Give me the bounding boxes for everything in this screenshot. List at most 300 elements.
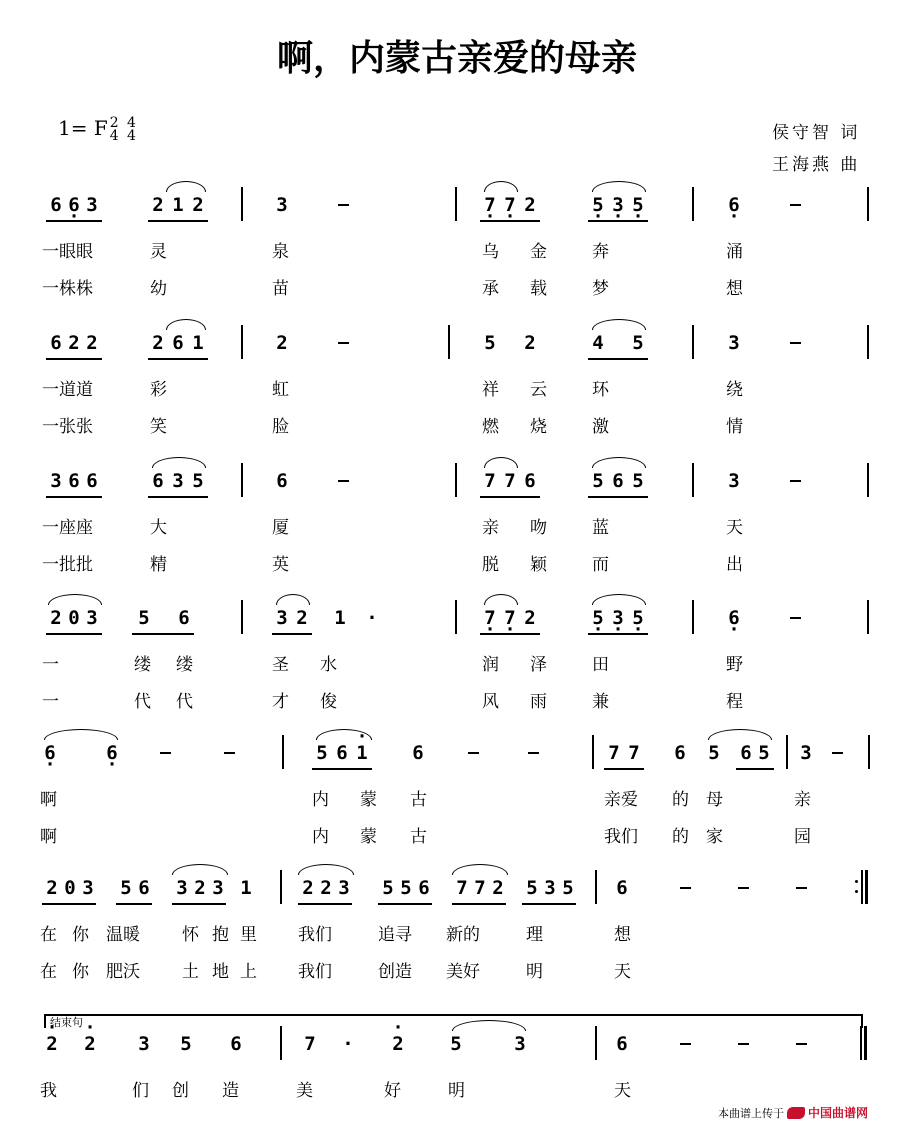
slur-arc: [452, 1020, 526, 1031]
note: 2: [192, 194, 204, 216]
beam-underline: [46, 220, 102, 222]
note: 4: [592, 332, 604, 354]
lyric: 精: [150, 555, 167, 575]
note: 3: [212, 877, 224, 899]
lyric: 彩: [150, 380, 167, 400]
slur-arc: [172, 864, 228, 875]
bar-line: [692, 600, 694, 634]
slur-arc: [166, 181, 206, 192]
note: 5 ·: [630, 606, 646, 630]
lyric: 绕: [726, 380, 743, 400]
note: 2: [320, 877, 332, 899]
lyric: 水: [320, 655, 337, 675]
lyric: 代: [176, 692, 193, 712]
beam-underline: [46, 358, 102, 360]
lyric: 一道道: [42, 380, 93, 400]
lyric: 幼: [150, 279, 167, 299]
lyric-line: [0, 920, 914, 946]
note: 3: [728, 470, 740, 492]
note: 6: [674, 742, 686, 764]
repeat-dot: [855, 880, 858, 883]
lyric: 环: [592, 380, 609, 400]
lyric: 厦: [272, 518, 289, 538]
lyric: 一: [42, 655, 59, 675]
beam-underline: [148, 496, 208, 498]
slur-arc: [484, 594, 518, 605]
note: · 2: [44, 1032, 60, 1056]
bar-line: [786, 735, 788, 769]
note: 7 ·: [482, 193, 498, 217]
bar-line: [595, 870, 597, 904]
lyric: 笑: [150, 417, 167, 437]
note: 6: [50, 332, 62, 354]
lyric: 的: [672, 827, 689, 847]
bar-line-thick: [865, 870, 868, 904]
lyric: 程: [726, 692, 743, 712]
bar-line: [868, 735, 870, 769]
lyric: 情: [726, 417, 743, 437]
song-title: 啊，内蒙古亲爱的母亲: [276, 37, 637, 79]
notation-row: [0, 331, 914, 367]
lyric: 泉: [272, 242, 289, 262]
note: 5: [592, 470, 604, 492]
note: 5: [120, 877, 132, 899]
note: 7: [474, 877, 486, 899]
slur-arc: [48, 594, 102, 605]
bar-line-thick: [864, 1026, 867, 1060]
slur-arc: [708, 729, 772, 740]
bar-line: [592, 735, 594, 769]
meter-b-bottom: 4: [127, 127, 136, 144]
lyric: 我们: [298, 962, 332, 982]
note: 7 ·: [502, 606, 518, 630]
note: 6: [412, 742, 424, 764]
lyric: 吻: [530, 518, 547, 538]
bar-line: [867, 187, 869, 221]
note: 3: [86, 194, 98, 216]
beam-underline: [172, 903, 226, 905]
note: 3: [138, 1033, 150, 1055]
lyric: 泽: [530, 655, 547, 675]
lyric: 脸: [272, 417, 289, 437]
note: · 1: [354, 741, 370, 765]
notation-row: [0, 193, 914, 229]
note: 6 ·: [42, 741, 58, 765]
lyric: 一座座: [42, 518, 93, 538]
note: 7: [484, 470, 496, 492]
lyric: 出: [726, 555, 743, 575]
meter-a: [109, 114, 119, 144]
key-signature: [58, 116, 136, 143]
note: 6: [152, 470, 164, 492]
duration-dash: [796, 1043, 807, 1045]
key-label: 1= F: [58, 116, 108, 140]
lyric: 古: [410, 790, 427, 810]
meter-b: [127, 114, 136, 144]
lyric: 内: [312, 827, 329, 847]
beam-underline: [480, 496, 540, 498]
beam-underline: [378, 903, 432, 905]
notation-row: [0, 741, 914, 777]
note: 6: [86, 470, 98, 492]
note: 5 ·: [590, 606, 606, 630]
note: 2: [46, 877, 58, 899]
lyric: 蒙: [360, 827, 377, 847]
footer-prefix: 本曲谱上传于: [718, 1106, 784, 1120]
lyric: 田: [592, 655, 609, 675]
note: 5: [758, 742, 770, 764]
lyric: 烧: [530, 417, 547, 437]
note: 2: [524, 607, 536, 629]
lyric-line: [0, 412, 914, 438]
note: 3: [172, 470, 184, 492]
lyric: 明: [526, 962, 543, 982]
note: 5: [632, 470, 644, 492]
slur-arc: [276, 594, 310, 605]
lyric: 缕: [176, 655, 193, 675]
note: 6: [524, 470, 536, 492]
slur-arc: [166, 319, 206, 330]
beam-underline: [588, 358, 648, 360]
lyric: 承: [482, 279, 499, 299]
note: 5: [484, 332, 496, 354]
slur-arc: [484, 457, 518, 468]
lyric: 好: [384, 1081, 401, 1101]
bar-line: [282, 735, 284, 769]
bar-line: [867, 600, 869, 634]
composer-credit: 王海燕 曲: [772, 155, 861, 175]
note: 2: [524, 194, 536, 216]
beam-underline: [42, 903, 96, 905]
note: 7: [456, 877, 468, 899]
lyric: 激: [592, 417, 609, 437]
bar-line: [241, 325, 243, 359]
lyric: 天: [614, 962, 631, 982]
duration-dash: [790, 480, 801, 482]
note: 6: [616, 1033, 628, 1055]
bar-line: [692, 187, 694, 221]
note: 6: [230, 1033, 242, 1055]
footer-credit: [718, 1104, 868, 1121]
note: 7: [608, 742, 620, 764]
lyric: 才: [272, 692, 289, 712]
lyric: 脱: [482, 555, 499, 575]
note: 5: [708, 742, 720, 764]
note: 2: [492, 877, 504, 899]
lyric-line: [0, 822, 914, 848]
lyric: 野: [726, 655, 743, 675]
lyric: 你: [72, 925, 89, 945]
note: 2: [68, 332, 80, 354]
beam-underline: [148, 220, 208, 222]
lyric: 想: [614, 925, 631, 945]
ending-bracket-right: [861, 1014, 863, 1028]
note: 6: [276, 470, 288, 492]
lyric: 土: [182, 962, 199, 982]
note: 3: [544, 877, 556, 899]
note: 5: [562, 877, 574, 899]
note: 5: [450, 1033, 462, 1055]
slur-arc: [44, 729, 118, 740]
duration-dash: [338, 204, 349, 206]
note: 5: [632, 332, 644, 354]
duration-dash: [528, 752, 539, 754]
note: 3: [800, 742, 812, 764]
bar-line: [692, 325, 694, 359]
beam-underline: [588, 496, 648, 498]
note: 6 ·: [104, 741, 120, 765]
lyric: 兼: [592, 692, 609, 712]
lyric-line: [0, 687, 914, 713]
meter-b-top: 4: [127, 114, 136, 131]
lyric-line: [0, 1076, 914, 1102]
note: 7: [304, 1033, 316, 1055]
lyric: 啊: [40, 790, 57, 810]
note: 6: [336, 742, 348, 764]
lyric: 母: [706, 790, 723, 810]
lyric: 祥: [482, 380, 499, 400]
lyric-line: [0, 550, 914, 576]
note: 6 ·: [66, 193, 82, 217]
note: 3: [176, 877, 188, 899]
note: 2: [302, 877, 314, 899]
note: 2: [86, 332, 98, 354]
lyric: 美: [296, 1081, 313, 1101]
lyric: 梦: [592, 279, 609, 299]
notation-row: [0, 1032, 914, 1068]
note: 5: [526, 877, 538, 899]
note: 6: [138, 877, 150, 899]
lyric: 风: [482, 692, 499, 712]
beam-underline: [148, 358, 208, 360]
beam-underline: [46, 633, 102, 635]
lyric: 在: [40, 962, 57, 982]
note: 1: [240, 877, 252, 899]
duration-dash: [790, 617, 801, 619]
lyric: 创: [172, 1081, 189, 1101]
note: 3: [82, 877, 94, 899]
note: 3: [86, 607, 98, 629]
lyric-line: [0, 785, 914, 811]
bar-line: [448, 325, 450, 359]
note: · 2: [82, 1032, 98, 1056]
bar-line: [241, 187, 243, 221]
lyric: 亲: [482, 518, 499, 538]
beam-underline: [116, 903, 152, 905]
lyric: 怀: [182, 925, 199, 945]
note: 6: [178, 607, 190, 629]
bar-line: [692, 463, 694, 497]
beam-underline: [480, 220, 540, 222]
note: 6: [68, 470, 80, 492]
duration-dash: [680, 1043, 691, 1045]
note: 5: [382, 877, 394, 899]
lyric: 古: [410, 827, 427, 847]
note: 1: [172, 194, 184, 216]
lyric: 我: [40, 1081, 57, 1101]
note: 3: [276, 194, 288, 216]
slur-arc: [484, 181, 518, 192]
note: 6 ·: [726, 606, 742, 630]
note: 3: [276, 607, 288, 629]
lyric: 我们: [298, 925, 332, 945]
lyric: 一株株: [42, 279, 93, 299]
ending-bracket-left: [44, 1014, 46, 1028]
lyric-line: [0, 650, 914, 676]
lyric: 缕: [134, 655, 151, 675]
site-logo-icon: [787, 1107, 805, 1119]
bar-line: [280, 870, 282, 904]
lyric: 一张张: [42, 417, 93, 437]
lyric: 园: [794, 827, 811, 847]
lyric: 明: [448, 1081, 465, 1101]
lyric: 创造: [378, 962, 412, 982]
lyric: 上: [240, 962, 257, 982]
bar-line: [595, 1026, 597, 1060]
duration-dash: [832, 752, 843, 754]
note: 6: [50, 194, 62, 216]
ending-bracket: [44, 1014, 862, 1016]
note: ·: [366, 607, 378, 629]
ending-label: 结束句: [50, 1016, 83, 1029]
lyric-line: [0, 375, 914, 401]
lyric: 蓝: [592, 518, 609, 538]
duration-dash: [468, 752, 479, 754]
lyric: 颖: [530, 555, 547, 575]
slur-arc: [592, 181, 646, 192]
lyric: 理: [526, 925, 543, 945]
beam-underline: [46, 496, 102, 498]
lyric: 涌: [726, 242, 743, 262]
duration-dash: [738, 1043, 749, 1045]
notation-row: [0, 876, 914, 912]
lyric: 的: [672, 790, 689, 810]
lyric: 啊: [40, 827, 57, 847]
footer-site[interactable]: 中国曲谱网: [808, 1106, 869, 1120]
lyric: 美好: [446, 962, 480, 982]
lyric: 家: [706, 827, 723, 847]
note: 3: [728, 332, 740, 354]
note: 6: [172, 332, 184, 354]
meter-a-top: 2: [109, 114, 119, 131]
beam-underline: [604, 768, 644, 770]
lyric: 金: [530, 242, 547, 262]
lyric: 大: [150, 518, 167, 538]
slur-arc: [592, 594, 646, 605]
lyric: 天: [726, 518, 743, 538]
lyric: 俊: [320, 692, 337, 712]
lyric: 一: [42, 692, 59, 712]
lyric: 载: [530, 279, 547, 299]
lyric: 奔: [592, 242, 609, 262]
note: 3 ·: [610, 606, 626, 630]
lyric: 代: [134, 692, 151, 712]
note: 6: [418, 877, 430, 899]
notation-row: [0, 606, 914, 642]
duration-dash: [796, 887, 807, 889]
beam-underline: [736, 768, 774, 770]
duration-dash: [680, 887, 691, 889]
lyric: 温暖: [106, 925, 140, 945]
lyric: 灵: [150, 242, 167, 262]
duration-dash: [790, 204, 801, 206]
lyric: 圣: [272, 655, 289, 675]
slur-arc: [592, 319, 646, 330]
note: 1: [192, 332, 204, 354]
note: 1: [334, 607, 346, 629]
note: 3: [514, 1033, 526, 1055]
lyric: 想: [726, 279, 743, 299]
note: 7: [504, 470, 516, 492]
slur-arc: [152, 457, 206, 468]
lyric: 内: [312, 790, 329, 810]
beam-underline: [132, 633, 194, 635]
lyric: 追寻: [378, 925, 412, 945]
bar-line: [241, 600, 243, 634]
beam-underline: [298, 903, 352, 905]
note: 2: [50, 607, 62, 629]
beam-underline: [452, 903, 506, 905]
lyric: 抱: [212, 925, 229, 945]
lyric: 英: [272, 555, 289, 575]
bar-line: [861, 870, 863, 904]
lyricist-credit: 侯守智 词: [772, 123, 861, 143]
lyric: 你: [72, 962, 89, 982]
lyric: 雨: [530, 692, 547, 712]
lyric: 云: [530, 380, 547, 400]
note: 6: [740, 742, 752, 764]
lyric: 一批批: [42, 555, 93, 575]
bar-line: [455, 600, 457, 634]
lyric: 乌: [482, 242, 499, 262]
note: 3: [50, 470, 62, 492]
note: 2: [194, 877, 206, 899]
beam-underline: [588, 220, 648, 222]
lyric: 苗: [272, 279, 289, 299]
note: 5: [192, 470, 204, 492]
lyric: 造: [222, 1081, 239, 1101]
meter-a-bottom: 4: [109, 127, 119, 144]
lyric: 燃: [482, 417, 499, 437]
beam-underline: [272, 633, 312, 635]
lyric: 润: [482, 655, 499, 675]
note: 2: [524, 332, 536, 354]
lyric: 虹: [272, 380, 289, 400]
note: 2: [152, 332, 164, 354]
lyric: 在: [40, 925, 57, 945]
duration-dash: [160, 752, 171, 754]
note: 0: [64, 877, 76, 899]
bar-line: [455, 463, 457, 497]
beam-underline: [312, 768, 372, 770]
note: 2: [296, 607, 308, 629]
note: 2: [152, 194, 164, 216]
bar-line: [280, 1026, 282, 1060]
lyric-line: [0, 274, 914, 300]
note: 6 ·: [726, 193, 742, 217]
lyric-line: [0, 513, 914, 539]
duration-dash: [738, 887, 749, 889]
bar-line: [867, 463, 869, 497]
note: ·: [342, 1033, 354, 1055]
lyric: 而: [592, 555, 609, 575]
slur-arc: [298, 864, 354, 875]
lyric: 肥沃: [106, 962, 140, 982]
note: 6: [612, 470, 624, 492]
slur-arc: [452, 864, 508, 875]
note: 0: [68, 607, 80, 629]
bar-line: [860, 1026, 862, 1060]
